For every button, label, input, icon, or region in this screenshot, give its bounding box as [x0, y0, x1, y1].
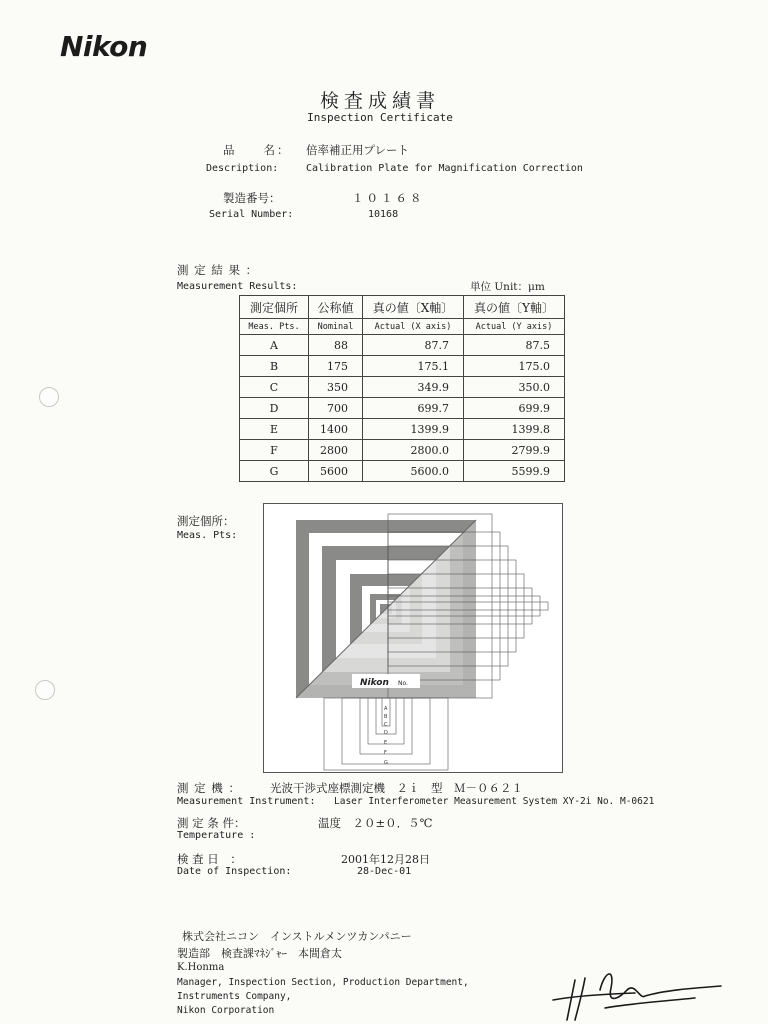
table-row: [240, 419, 565, 440]
date-label-jp: 検 査 日 ：: [177, 852, 242, 866]
punch-hole-top: [39, 387, 59, 407]
table-row: [240, 398, 565, 419]
signatory-company-jp: 株式会社ニコン インストルメンツカンパニー: [182, 930, 412, 943]
point-label: C: [384, 722, 388, 728]
row-actual-x: 87.7: [363, 335, 464, 356]
temperature-value-jp: 温度 ２０±０．５℃: [318, 816, 433, 830]
table-row: [240, 461, 565, 482]
table-subheader-row: [240, 319, 565, 335]
row-nominal: 5600: [309, 461, 363, 482]
table-header-row: [240, 296, 565, 319]
header-actual-x-en: Actual (X axis): [363, 319, 464, 335]
signatory-position: Manager, Inspection Section, Production Department,: [177, 977, 469, 988]
nikon-logo: Nikon: [60, 30, 148, 63]
header-meas-pts-en: Meas. Pts.: [240, 319, 309, 335]
row-nominal: 175: [309, 356, 363, 377]
unit-label: 単位 Unit：μm: [470, 281, 545, 293]
punch-hole-bottom: [35, 680, 55, 700]
date-value-en: 28-Dec-01: [357, 866, 412, 877]
instrument-label-jp: 測 定 機 ：: [177, 781, 241, 795]
point-label: D: [384, 730, 388, 736]
point-label: B: [384, 714, 388, 720]
table-row: [240, 335, 565, 356]
header-nominal-jp: 公称値: [309, 296, 363, 319]
row-nominal: 700: [309, 398, 363, 419]
results-label-jp: 測 定 結 果 ：: [177, 263, 259, 277]
serial-label-jp: 製造番号：: [223, 191, 281, 205]
row-actual-x: 2800.0: [363, 440, 464, 461]
table-row: [240, 356, 565, 377]
date-label-en: Date of Inspection:: [177, 866, 292, 877]
serial-value-jp: １０１６８: [352, 191, 425, 205]
signatory-company-en: Instruments Company,: [177, 991, 292, 1002]
row-actual-y: 1399.8: [464, 419, 565, 440]
header-actual-x-jp: 真の値〔X軸〕: [363, 296, 464, 319]
signature: [545, 960, 735, 1024]
table-row: [240, 377, 565, 398]
row-point: E: [240, 419, 309, 440]
row-point: A: [240, 335, 309, 356]
header-meas-pts-jp: 測定個所: [240, 296, 309, 319]
point-label: A: [384, 706, 388, 712]
row-actual-y: 5599.9: [464, 461, 565, 482]
header-actual-y-en: Actual (Y axis): [464, 319, 565, 335]
temperature-label-en: Temperature :: [177, 830, 256, 841]
header-nominal-en: Nominal: [309, 319, 363, 335]
row-actual-x: 699.7: [363, 398, 464, 419]
signatory-corporation: Nikon Corporation: [177, 1005, 275, 1016]
plate-no-text: No.: [398, 680, 408, 687]
plate-brand-text: Nikon: [360, 678, 389, 688]
date-value-jp: 2001年12月28日: [341, 853, 430, 866]
row-point: G: [240, 461, 309, 482]
description-label-en: Description:: [206, 163, 279, 174]
row-nominal: 2800: [309, 440, 363, 461]
row-actual-y: 699.9: [464, 398, 565, 419]
signatory-title-jp: 製造部 検査課ﾏﾈｼﾞｬｰ 本間倉太: [177, 947, 342, 960]
title-english: Inspection Certificate: [307, 111, 453, 124]
row-actual-x: 175.1: [363, 356, 464, 377]
instrument-label-en: Measurement Instrument:: [177, 796, 316, 807]
description-value-en: Calibration Plate for Magnification Correction: [306, 163, 583, 174]
description-label-jp: 品 名：: [223, 143, 291, 157]
signatory-name: K.Honma: [177, 962, 225, 973]
calibration-plate-diagram: [263, 503, 563, 773]
row-nominal: 1400: [309, 419, 363, 440]
meas-pts-label-jp: 測定個所：: [177, 514, 235, 528]
results-table: [239, 295, 565, 482]
serial-label-en: Serial Number:: [209, 209, 294, 220]
row-point: D: [240, 398, 309, 419]
row-actual-x: 1399.9: [363, 419, 464, 440]
point-label: F: [384, 750, 387, 756]
results-label-en: Measurement Results:: [177, 281, 298, 292]
row-actual-x: 349.9: [363, 377, 464, 398]
row-point: F: [240, 440, 309, 461]
description-value-jp: 倍率補正用プレート: [306, 143, 410, 157]
point-label: G: [384, 760, 388, 766]
row-actual-y: 350.0: [464, 377, 565, 398]
instrument-value-jp: 光波干渉式座標測定機 ２ｉ 型 Ｍ－０６２１: [270, 781, 523, 795]
row-actual-y: 87.5: [464, 335, 565, 356]
row-actual-x: 5600.0: [363, 461, 464, 482]
instrument-value-en: Laser Interferometer Measurement System XY-2i No. M-0621: [334, 796, 655, 807]
temperature-label-jp: 測 定 条 件：: [177, 816, 246, 830]
meas-pts-label-en: Meas. Pts:: [177, 530, 238, 541]
table-row: [240, 440, 565, 461]
point-label: E: [384, 740, 388, 746]
row-actual-y: 175.0: [464, 356, 565, 377]
row-point: B: [240, 356, 309, 377]
header-actual-y-jp: 真の値〔Y軸〕: [464, 296, 565, 319]
serial-value-en: 10168: [368, 209, 399, 220]
row-point: C: [240, 377, 309, 398]
title-japanese: 検査成績書: [319, 90, 440, 112]
row-actual-y: 2799.9: [464, 440, 565, 461]
row-nominal: 350: [309, 377, 363, 398]
row-nominal: 88: [309, 335, 363, 356]
plate-drawing: [264, 504, 562, 772]
